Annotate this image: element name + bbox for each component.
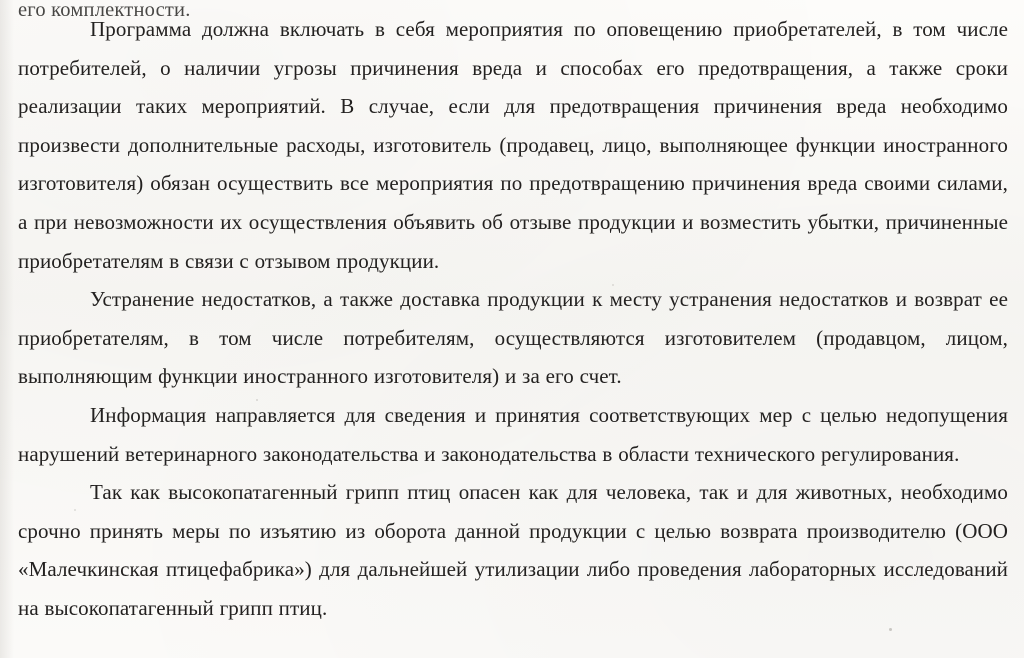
scan-speck <box>256 399 258 401</box>
scan-speck <box>612 284 614 286</box>
paragraph-4: Так как высокопатагенный грипп птиц опасен как для человека, так и для животных, необходимо срочно принять меры по изъятию из оборота данной продукции с целью возврата производителю (ООО «Малечкинская птицефабрика») для дальнейшей утилизации либо проведения лабораторных исследований на высокопатагенный грипп птиц. <box>18 480 1008 620</box>
scan-speck <box>74 509 76 511</box>
paragraph-1: Программа должна включать в себя мероприятия по оповещению приобретателей, в том числе потребителей, о наличии угрозы причинения вреда и способах его предотвращения, а также сроки реализации таких мероприятий. В случае, если для предотвращения причинения вреда необходимо произвести дополнительные расходы, изготовитель (продавец, лицо, выполняющее функции иностранного изготовителя) обязан осуществить все мероприятия по предотвращению причинения вреда своими силами, а при невозможности их осуществления объявить об отзыве продукции и возместить убытки, причиненные приобретателям в связи с отзывом продукции. <box>18 17 1008 273</box>
paragraph-3: Информация направляется для сведения и принятия соответствующих мер с целью недопущения нарушений ветеринарного законодательства и законодательства в области технического регулирования. <box>18 402 1008 466</box>
clipped-top-line: его комплектности. <box>18 0 191 21</box>
page-edge-shadow <box>0 0 14 658</box>
scan-speck <box>889 628 892 631</box>
paragraph-2: Устранение недостатков, а также доставка продукции к месту устранения недостатков и возврат ее приобретателям, в том числе потребителям, осуществляются изготовителем (продавцом, лицом, выполняющим функции иностранного изготовителя) и за его счет. <box>18 287 1008 389</box>
document-text-body <box>18 0 1008 628</box>
